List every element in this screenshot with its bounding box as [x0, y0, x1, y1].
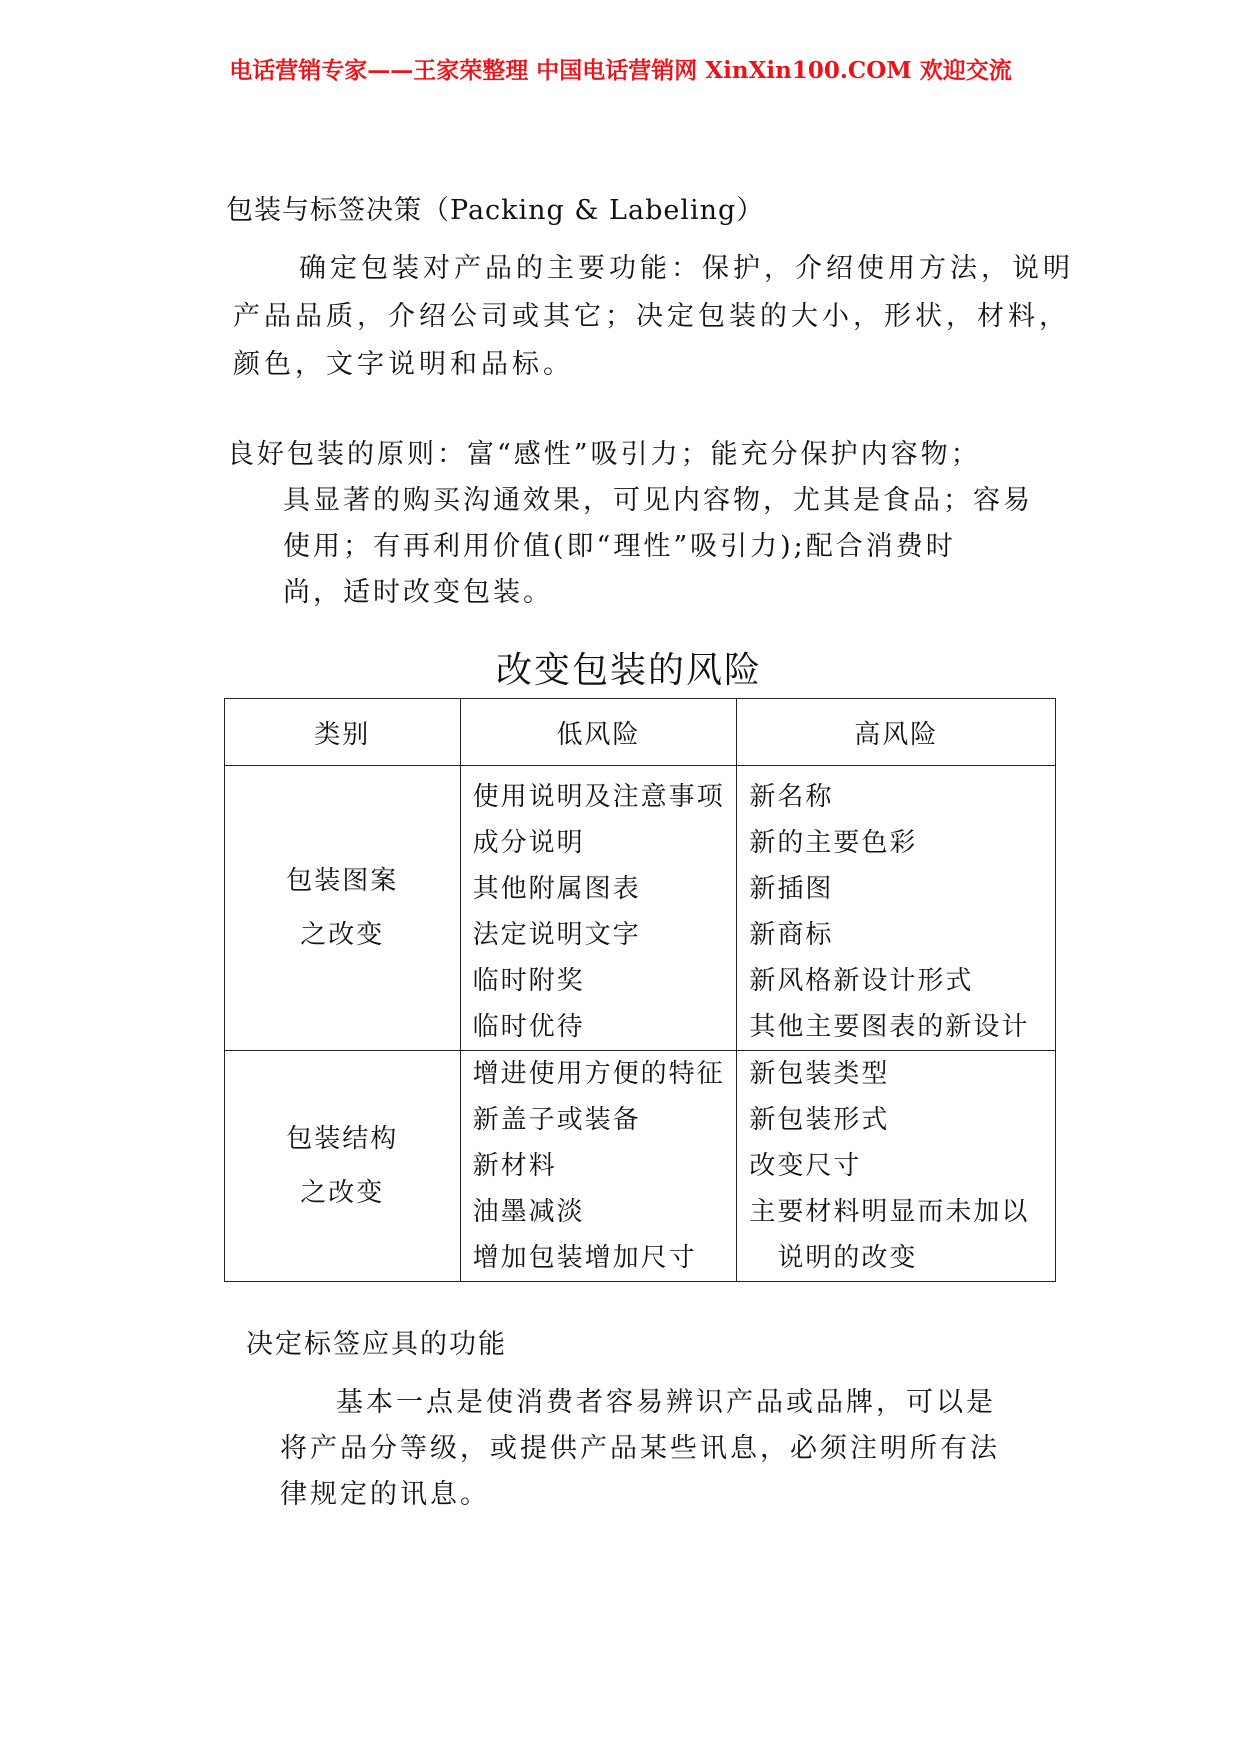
list-item: 主要材料明显而未加以 [749, 1197, 1030, 1227]
list-item: 临时附奖 [472, 966, 585, 996]
list-item: 油墨减淡 [472, 1197, 585, 1227]
high-risk-cell [737, 766, 1056, 1051]
label-functions-paragraph [280, 1380, 1000, 1518]
list-item: 改变尺寸 [749, 1151, 862, 1181]
list-item: 新的主要色彩 [749, 828, 918, 858]
table-title: 改变包装的风险 [495, 650, 762, 691]
category-cell [225, 766, 461, 1051]
table-header-row [225, 699, 1056, 766]
packaging-risk-table [224, 698, 1056, 1282]
header-banner: 电话营销专家——王家荣整理 中国电话营销网 XinXin100.COM 欢迎交流 [229, 57, 1012, 84]
low-risk-cell [460, 1051, 737, 1282]
principles-line: 使用；有再利用价值(即“理性”吸引力);配合消费时 [283, 531, 956, 562]
list-item: 其他主要图表的新设计 [749, 1012, 1030, 1042]
label-section-title: 决定标签应具的功能 [246, 1329, 507, 1360]
category-line: 包装图案 [286, 866, 399, 896]
list-item: 临时优待 [472, 1012, 585, 1042]
category-line: 之改变 [300, 1178, 385, 1208]
list-item: 新商标 [749, 920, 834, 950]
list-item: 新包装形式 [749, 1105, 890, 1135]
good-packaging-principles [227, 432, 1033, 616]
list-item: 增进使用方便的特征 [472, 1059, 725, 1089]
header-high-risk: 高风险 [737, 699, 1056, 766]
table-row [225, 766, 1056, 1051]
low-risk-cell [460, 766, 737, 1051]
paragraph-line: 将产品分等级，或提供产品某些讯息，必须注明所有法 [280, 1433, 1000, 1464]
list-item: 法定说明文字 [472, 920, 641, 950]
list-item: 新盖子或装备 [472, 1105, 641, 1135]
paragraph-line: 基本一点是使消费者容易辨识产品或品牌，可以是 [336, 1387, 996, 1418]
paragraph-line: 颜色，文字说明和品标。 [233, 349, 574, 380]
high-risk-cell [737, 1051, 1056, 1282]
list-item: 新材料 [472, 1151, 557, 1181]
list-item: 使用说明及注意事项 [472, 782, 725, 812]
list-item: 新风格新设计形式 [749, 966, 974, 996]
list-item: 新包装类型 [749, 1059, 890, 1089]
category-line: 之改变 [300, 920, 385, 950]
category-cell [225, 1051, 461, 1282]
category-line: 包装结构 [286, 1124, 399, 1154]
paragraph-line: 产品品质，介绍公司或其它；决定包装的大小，形状，材料， [233, 301, 1070, 332]
principles-line: 良好包装的原则：富“感性”吸引力；能充分保护内容物； [227, 439, 981, 470]
packaging-functions-paragraph [233, 246, 1074, 390]
list-item: 说明的改变 [777, 1243, 918, 1273]
principles-line: 尚，适时改变包装。 [283, 577, 553, 608]
table-row [225, 1051, 1056, 1282]
list-item: 增加包装增加尺寸 [472, 1243, 697, 1273]
list-item: 新名称 [749, 782, 834, 812]
paragraph-line: 确定包装对产品的主要功能：保护，介绍使用方法，说明 [299, 253, 1074, 284]
list-item: 新插图 [749, 874, 834, 904]
header-category: 类别 [225, 699, 461, 766]
list-item: 成分说明 [472, 828, 585, 858]
section-title: 包装与标签决策（Packing & Labeling） [226, 195, 765, 226]
list-item: 其他附属图表 [472, 874, 641, 904]
header-low-risk: 低风险 [460, 699, 737, 766]
paragraph-line: 律规定的讯息。 [280, 1479, 490, 1510]
principles-line: 具显著的购买沟通效果，可见内容物，尤其是食品；容易 [283, 485, 1033, 516]
